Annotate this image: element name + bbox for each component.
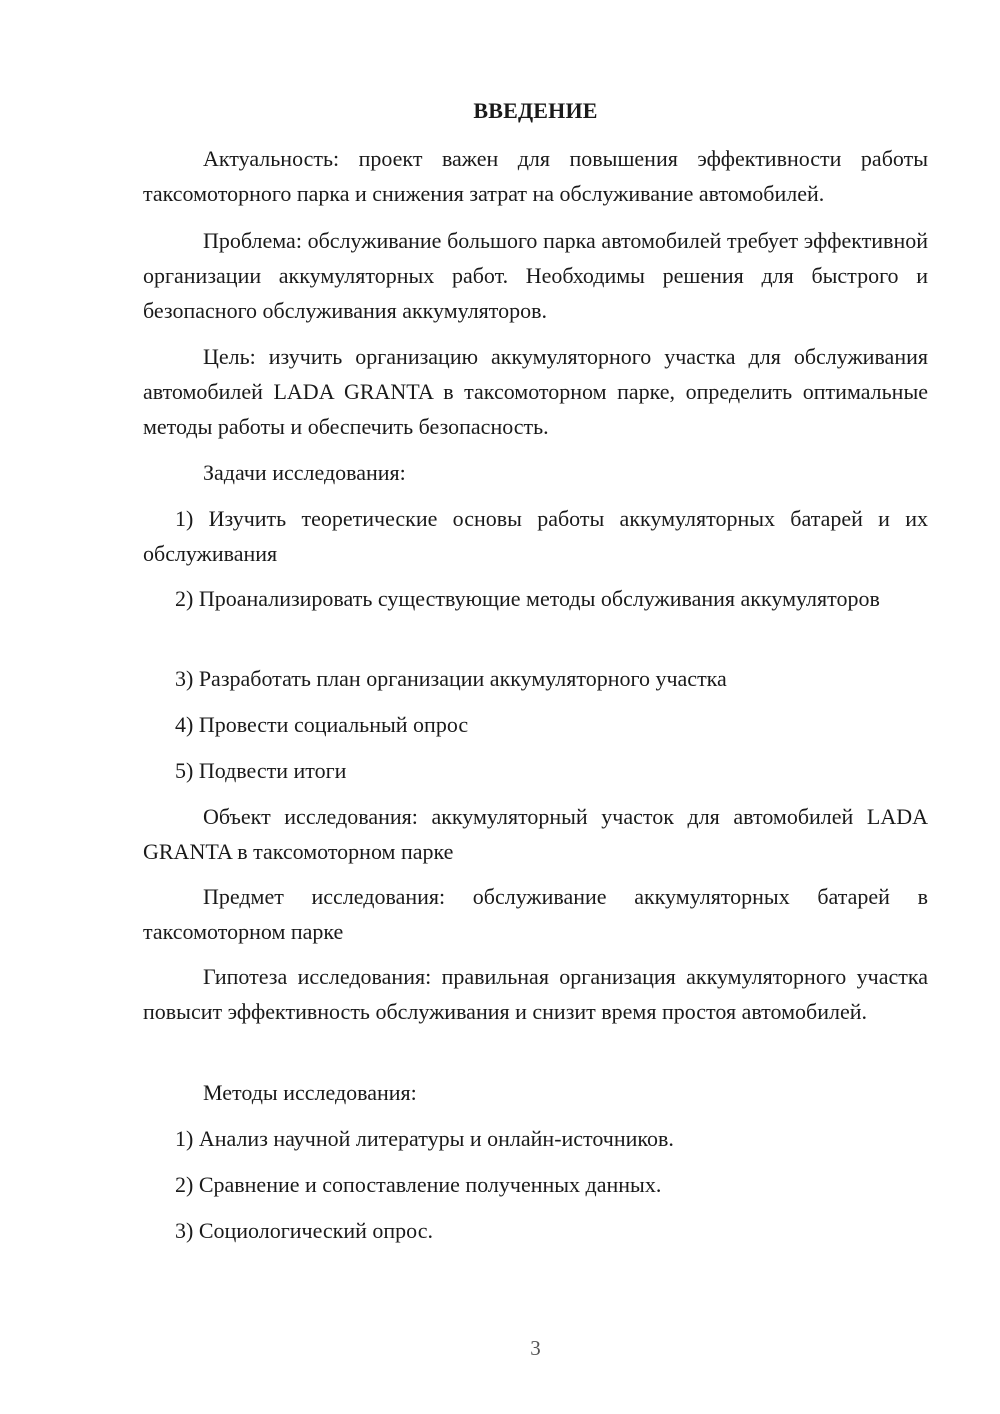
page-number: 3 <box>530 1336 541 1360</box>
task-item-2: 2) Проанализировать существующие методы обслуживания аккумуляторов <box>175 586 880 611</box>
method-item-3: 3) Социологический опрос. <box>175 1218 433 1243</box>
method-item-1: 1) Анализ научной литературы и онлайн-источников. <box>175 1126 674 1151</box>
problem-paragraph: Проблема: обслуживание большого парка автомобилей требует эффективной организации аккумуляторных работ. Необходимы решения для быстрого и безопасного обслуживания аккумуляторов. <box>143 228 928 323</box>
task-item-5: 5) Подвести итоги <box>175 758 347 783</box>
tasks-heading: Задачи исследования: <box>203 460 406 485</box>
method-item-2: 2) Сравнение и сопоставление полученных данных. <box>175 1172 662 1197</box>
task-item-1: 1) Изучить теоретические основы работы аккумуляторных батарей и их обслуживания <box>143 506 928 566</box>
section-title: ВВЕДЕНИЕ <box>473 98 598 123</box>
relevance-paragraph: Актуальность: проект важен для повышения эффективности работы таксомоторного парка и снижения затрат на обслуживание автомобилей. <box>143 146 928 206</box>
task-item-4: 4) Провести социальный опрос <box>175 712 469 737</box>
object-paragraph: Объект исследования: аккумуляторный участок для автомобилей LADA GRANTA в таксомоторном парке <box>143 804 928 864</box>
subject-paragraph: Предмет исследования: обслуживание аккумуляторных батарей в таксомоторном парке <box>143 884 928 944</box>
methods-heading: Методы исследования: <box>203 1080 417 1105</box>
hypothesis-paragraph: Гипотеза исследования: правильная организация аккумуляторного участка повысит эффективность обслуживания и снизит время простоя автомобилей. <box>143 964 928 1024</box>
goal-paragraph: Цель: изучить организацию аккумуляторного участка для обслуживания автомобилей LADA GRANTA в таксомоторном парке, определить оптимальные методы работы и обеспечить безопасность. <box>143 344 928 439</box>
task-item-3: 3) Разработать план организации аккумуляторного участка <box>175 666 727 691</box>
